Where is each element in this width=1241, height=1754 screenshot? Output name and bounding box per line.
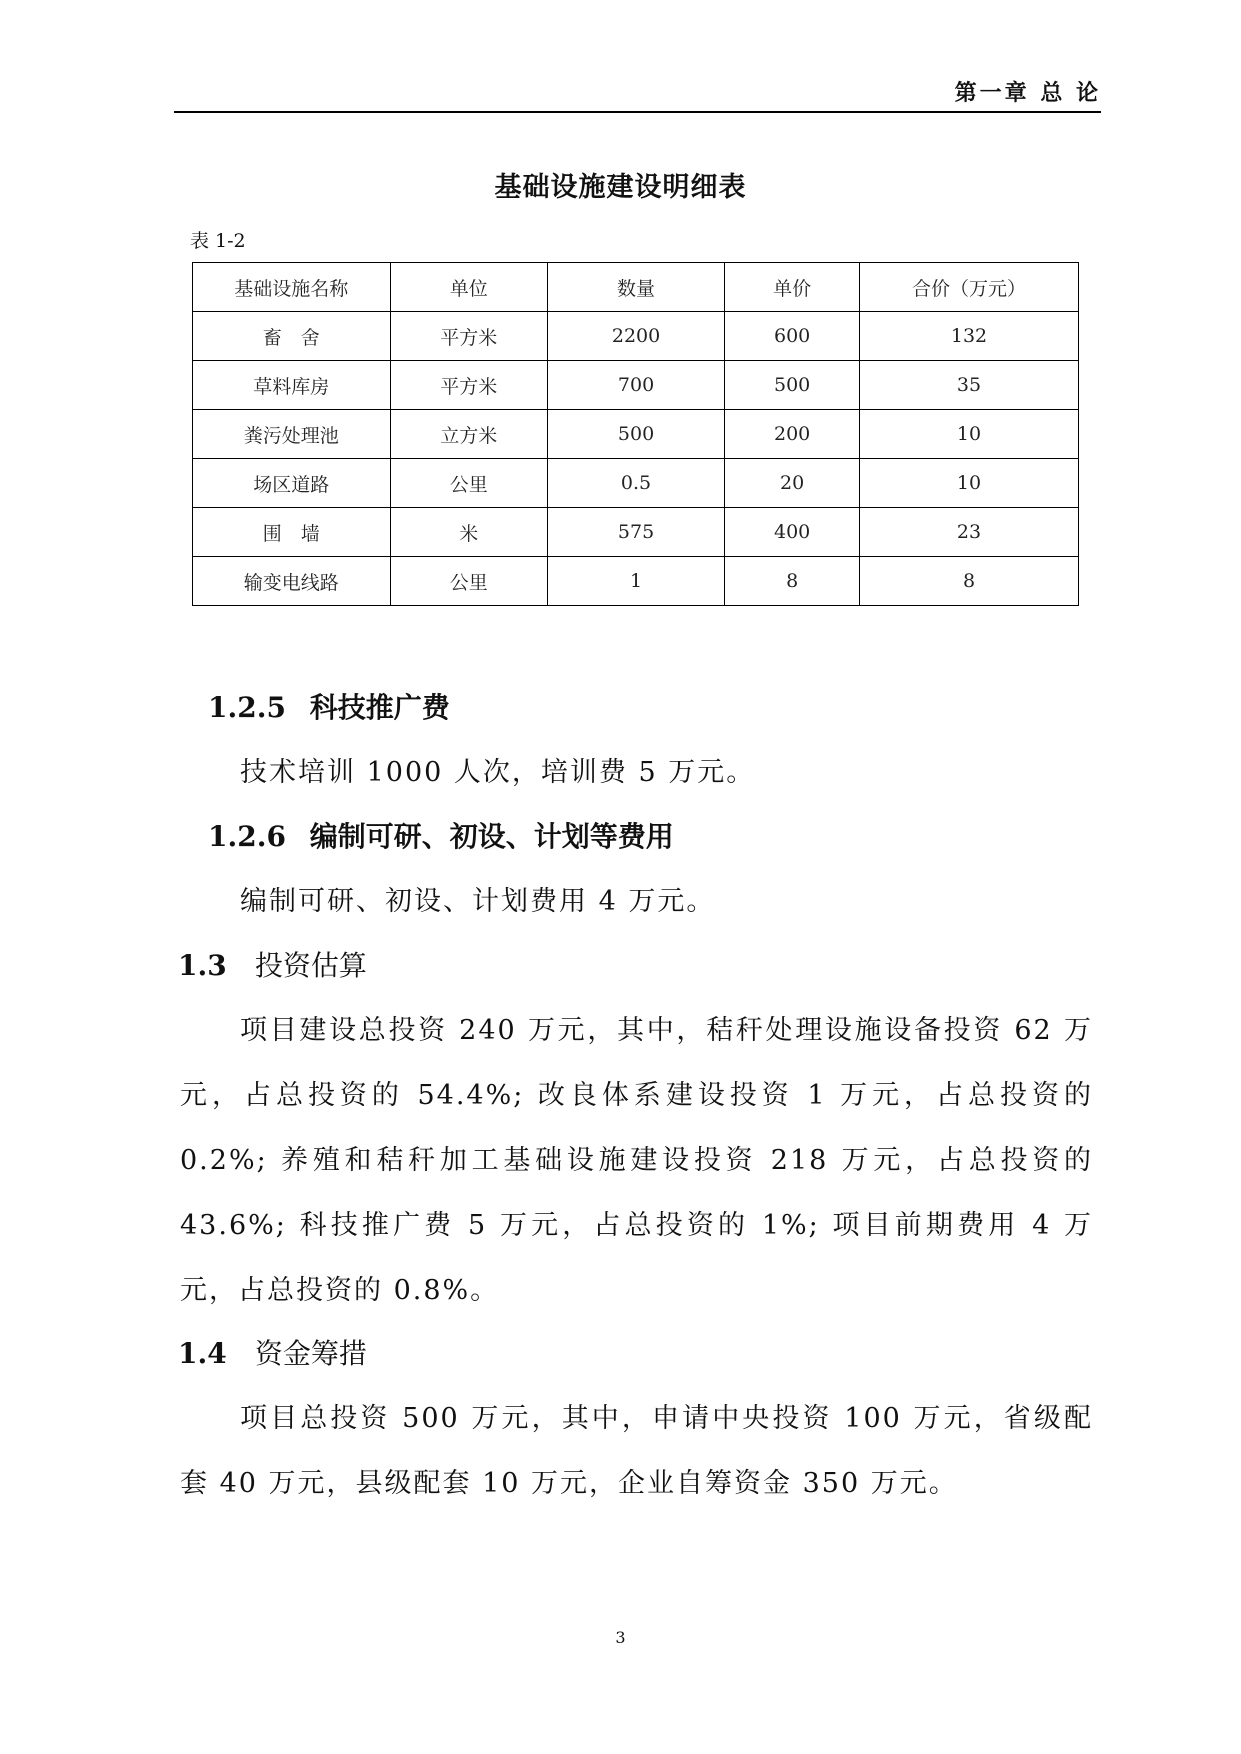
section-heading-1-2-6 (208, 815, 674, 855)
table-cell: 畜 舍 (193, 312, 391, 361)
table-cell: 1 (547, 557, 724, 606)
column-header: 单价 (725, 263, 860, 312)
column-header: 基础设施名称 (193, 263, 391, 312)
column-header: 数量 (547, 263, 724, 312)
table-cell: 575 (547, 508, 724, 557)
page-number: 3 (615, 1628, 626, 1647)
section-body: 项目建设总投资 240 万元，其中，秸秆处理设施设备投资 62 万元，占总投资的 54.4%; 改良体系建设投资 1 万元，占总投资的 0.2%; 养殖和秸秆加工基础设施建设投资 218 万元，占总投资的 43.6%; 科技推广费 5 万元，占总投资的 1%; 项目前期费用 4 万元，占总投资的 0.8%。 (180, 1015, 1093, 1306)
table-cell: 400 (725, 508, 860, 557)
table-cell: 700 (547, 361, 724, 410)
table-cell: 草料库房 (193, 361, 391, 410)
section-body: 项目总投资 500 万元，其中，申请中央投资 100 万元，省级配套 40 万元，县级配套 10 万元，企业自筹资金 350 万元。 (180, 1403, 1093, 1499)
table-header-row (193, 263, 1079, 312)
table-cell: 23 (860, 508, 1079, 557)
table-cell: 200 (725, 410, 860, 459)
table-row (193, 312, 1079, 361)
infrastructure-table (192, 262, 1079, 606)
section-body: 技术培训 1000 人次，培训费 5 万元。 (240, 757, 756, 788)
section-number: 1.2.6 (208, 820, 286, 853)
table-row (193, 361, 1079, 410)
section-number: 1.4 (178, 1337, 227, 1370)
section-number: 1.3 (178, 949, 227, 982)
table-cell: 35 (860, 361, 1079, 410)
header-divider (174, 111, 1101, 113)
table-cell: 围 墙 (193, 508, 391, 557)
column-header: 单位 (390, 263, 547, 312)
section-heading-1-2-5 (208, 686, 450, 726)
table-cell: 500 (725, 361, 860, 410)
section-title: 科技推广费 (309, 691, 450, 724)
table-cell: 8 (725, 557, 860, 606)
table-cell: 20 (725, 459, 860, 508)
table-cell: 立方米 (390, 410, 547, 459)
table-cell: 0.5 (547, 459, 724, 508)
table-cell: 132 (860, 312, 1079, 361)
table-number: 表 1-2 (190, 230, 246, 252)
table-cell: 粪污处理池 (193, 410, 391, 459)
table-cell: 平方米 (390, 361, 547, 410)
section-title: 投资估算 (254, 949, 367, 982)
section-title: 编制可研、初设、计划等费用 (309, 820, 674, 853)
table-row (193, 508, 1079, 557)
table-cell: 输变电线路 (193, 557, 391, 606)
table-cell: 米 (390, 508, 547, 557)
table-cell: 场区道路 (193, 459, 391, 508)
table-cell: 500 (547, 410, 724, 459)
section-heading-1-3 (178, 944, 367, 984)
table-cell: 公里 (390, 459, 547, 508)
section-number: 1.2.5 (208, 691, 286, 724)
table-cell: 10 (860, 410, 1079, 459)
table-cell: 10 (860, 459, 1079, 508)
table-row (193, 410, 1079, 459)
column-header: 合价（万元） (860, 263, 1079, 312)
table-row (193, 459, 1079, 508)
section-body: 编制可研、初设、计划费用 4 万元。 (240, 886, 716, 917)
table-cell: 公里 (390, 557, 547, 606)
table-title: 基础设施建设明细表 (494, 172, 747, 203)
table-cell: 600 (725, 312, 860, 361)
chapter-header: 第一章 总 论 (954, 81, 1101, 106)
table-row (193, 557, 1079, 606)
table-cell: 2200 (547, 312, 724, 361)
table-cell: 8 (860, 557, 1079, 606)
table-cell: 平方米 (390, 312, 547, 361)
section-title: 资金筹措 (254, 1337, 367, 1370)
section-heading-1-4 (178, 1332, 367, 1372)
